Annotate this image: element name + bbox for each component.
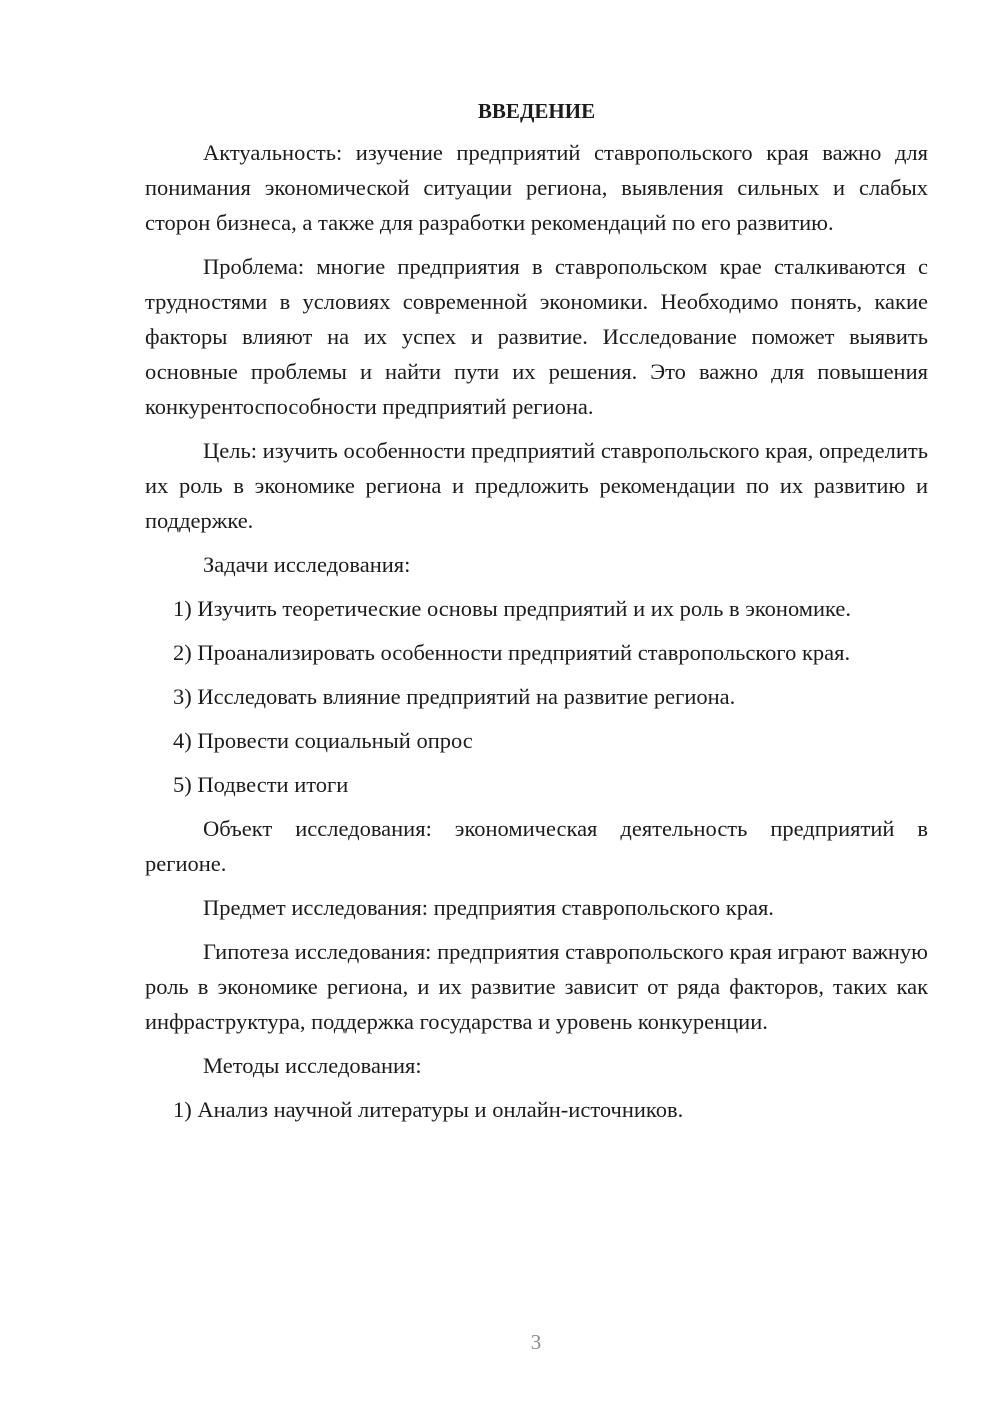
goal-paragraph: Цель: изучить особенности предприятий ставропольского края, определить их роль в экономике региона и предложить рекомендации по их развитию и поддержке.: [145, 438, 928, 533]
page-number: 3: [530, 1330, 542, 1354]
task-item-2: 2) Проанализировать особенности предприятий ставропольского края.: [173, 640, 851, 665]
task-item-4: 4) Провести социальный опрос: [173, 728, 473, 753]
document-page: [145, 96, 928, 1136]
section-title: ВВЕДЕНИЕ: [477, 99, 596, 123]
methods-heading: Методы исследования:: [203, 1053, 422, 1078]
object-paragraph: Объект исследования: экономическая деятельность предприятий в регионе.: [145, 816, 928, 876]
method-item-1: 1) Анализ научной литературы и онлайн-источников.: [173, 1097, 684, 1122]
relevance-paragraph: Актуальность: изучение предприятий ставропольского края важно для понимания экономической ситуации региона, выявления сильных и слабых сторон бизнеса, а также для разработки рекомендаций по его развитию.: [145, 140, 928, 235]
problem-paragraph: Проблема: многие предприятия в ставропольском крае сталкиваются с трудностями в условиях современной экономики. Необходимо понять, какие факторы влияют на их успех и развитие. Исследование поможет выявить основные проблемы и найти пути их решения. Это важно для повышения конкурентоспособности предприятий региона.: [145, 254, 928, 419]
hypothesis-paragraph: Гипотеза исследования: предприятия ставропольского края играют важную роль в экономике региона, и их развитие зависит от ряда факторов, таких как инфраструктура, поддержка государства и уровень конкуренции.: [145, 939, 928, 1034]
task-item-1: 1) Изучить теоретические основы предприятий и их роль в экономике.: [173, 596, 852, 621]
task-item-5: 5) Подвести итоги: [173, 772, 349, 797]
subject-paragraph: Предмет исследования: предприятия ставропольского края.: [203, 895, 774, 920]
task-item-3: 3) Исследовать влияние предприятий на развитие региона.: [173, 684, 736, 709]
tasks-heading: Задачи исследования:: [203, 552, 411, 577]
